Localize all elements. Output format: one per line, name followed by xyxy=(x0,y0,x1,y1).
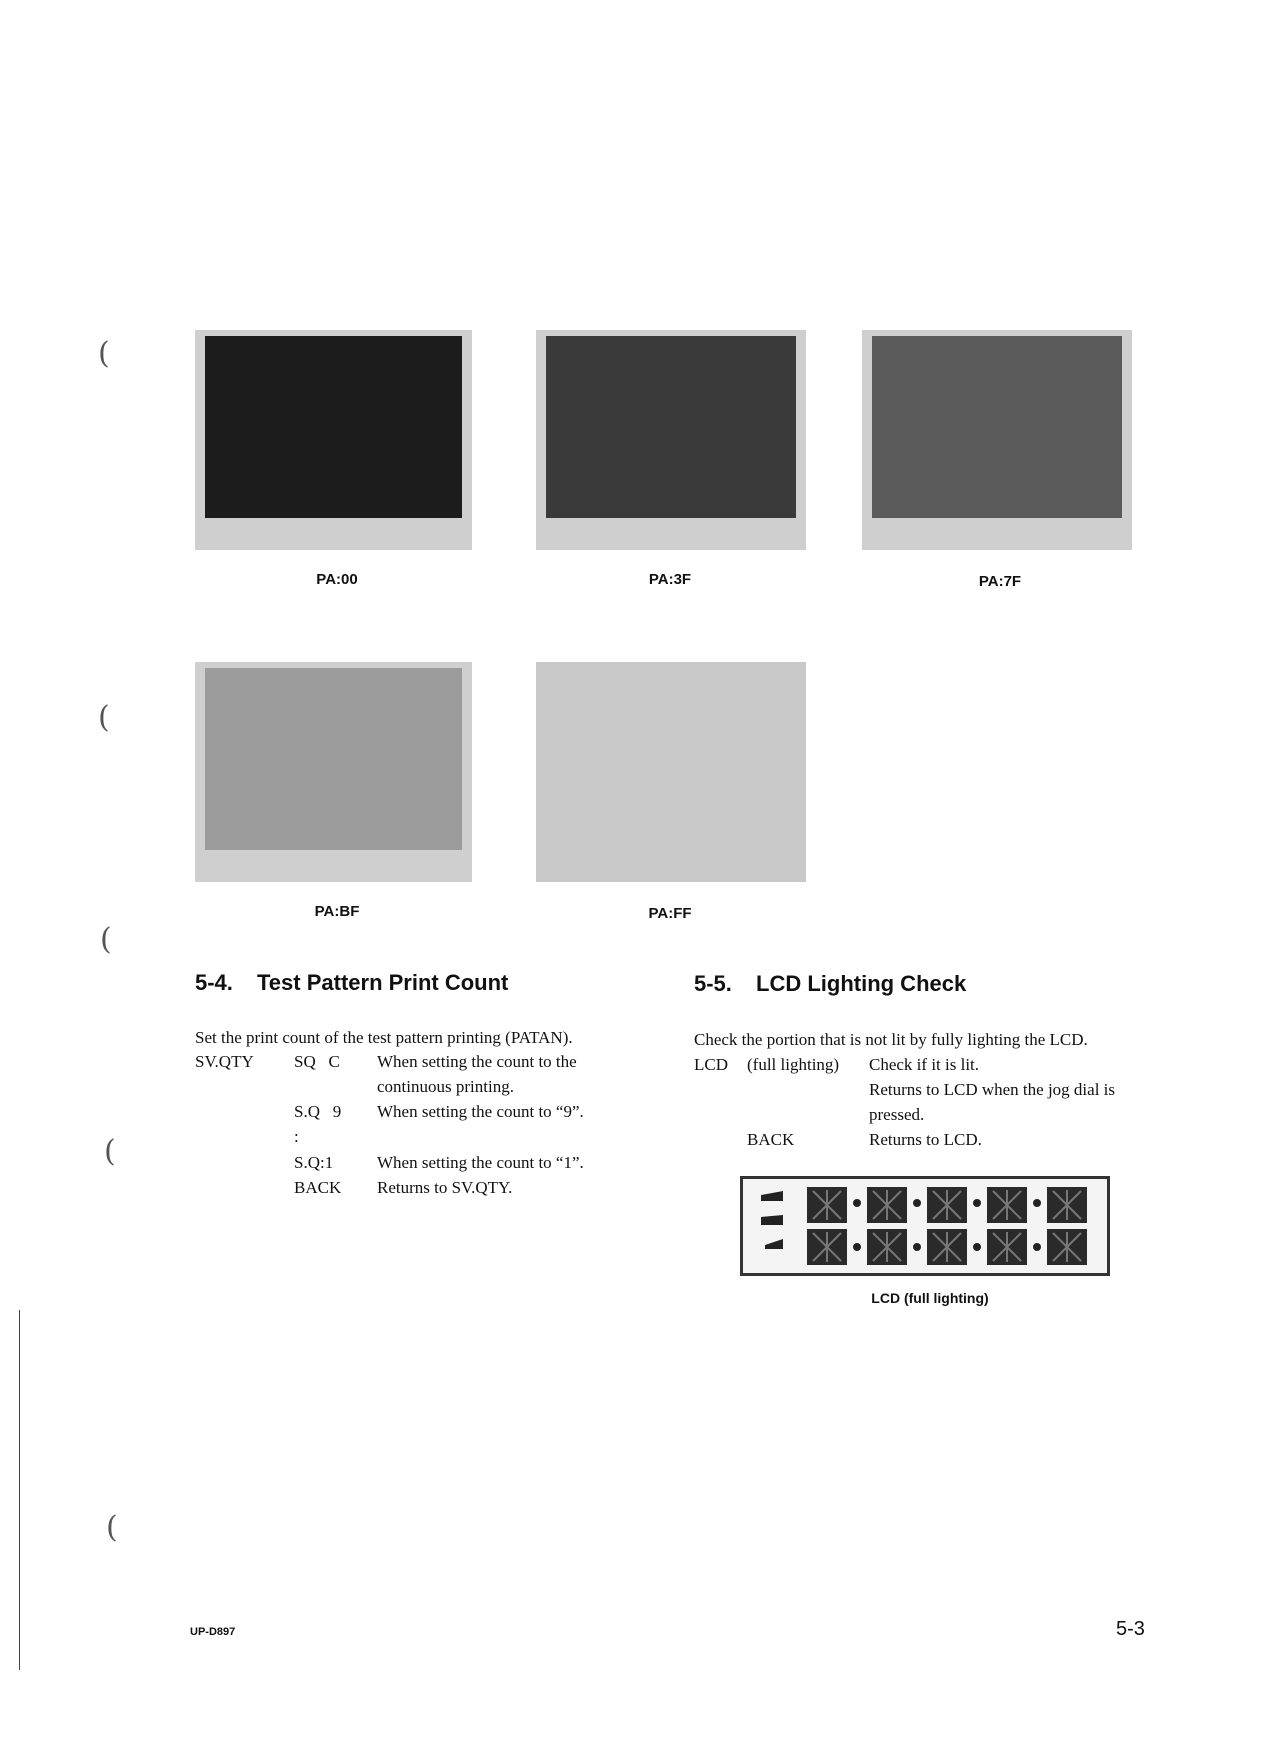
lcd-display xyxy=(740,1176,1110,1276)
menu-mode: (full lighting) xyxy=(747,1055,840,1074)
option-desc: Returns to LCD. xyxy=(869,1130,982,1149)
lcd-colon-dot xyxy=(973,1243,981,1251)
option-key: : xyxy=(294,1127,299,1146)
section-intro: Check the portion that is not lit by fully lighting the LCD. xyxy=(694,1030,1088,1049)
lcd-colon-dot xyxy=(1033,1199,1041,1207)
section-number: 5-5. xyxy=(694,971,732,996)
option-key: SQ C xyxy=(294,1052,340,1071)
binder-mark: ( xyxy=(106,1510,118,1545)
lcd-colon-dot xyxy=(913,1199,921,1207)
lcd-colon-dot xyxy=(853,1199,861,1207)
menu-name: LCD xyxy=(694,1055,728,1074)
binder-mark: ( xyxy=(100,922,112,957)
lcd-segments xyxy=(743,1179,1107,1273)
swatch-pabf xyxy=(195,662,472,882)
swatch-label: PA:FF xyxy=(648,905,692,922)
option-key: BACK xyxy=(294,1178,342,1197)
option-desc: When setting the count to “1”. xyxy=(377,1153,584,1172)
section-number: 5-4. xyxy=(195,970,233,995)
lcd-caption: LCD (full lighting) xyxy=(871,1290,989,1306)
lcd-colon-dot xyxy=(913,1243,921,1251)
binder-mark: ( xyxy=(104,1134,116,1169)
swatch-pa3f xyxy=(536,330,806,550)
swatch-label: PA:7F xyxy=(978,573,1022,590)
swatch-label: PA:BF xyxy=(314,903,360,920)
binder-mark: ( xyxy=(98,336,110,371)
swatch-label: PA:3F xyxy=(648,571,692,588)
footer-model: UP-D897 xyxy=(190,1626,236,1638)
section-title: Test Pattern Print Count xyxy=(257,970,509,995)
swatch-fill xyxy=(872,336,1122,518)
menu-name: SV.QTY xyxy=(195,1052,254,1071)
lcd-indicator-bars xyxy=(761,1191,783,1249)
swatch-fill xyxy=(546,336,796,518)
lcd-colon-dot xyxy=(853,1243,861,1251)
swatch-pa7f xyxy=(862,330,1132,550)
section-title: LCD Lighting Check xyxy=(756,971,967,996)
option-desc: continuous printing. xyxy=(377,1077,514,1096)
option-key: S.Q 9 xyxy=(294,1102,342,1121)
lcd-colon-dot xyxy=(973,1199,981,1207)
option-key: S.Q:1 xyxy=(294,1153,334,1172)
section-heading-5-5 xyxy=(694,971,966,997)
binder-line xyxy=(19,1310,20,1670)
option-desc: pressed. xyxy=(869,1105,925,1124)
swatch-pa00 xyxy=(195,330,472,550)
swatch-fill xyxy=(205,668,462,850)
option-desc: When setting the count to the xyxy=(377,1052,577,1071)
section-heading-5-4 xyxy=(195,970,508,996)
option-desc: Returns to LCD when the jog dial is xyxy=(869,1080,1116,1099)
option-key: BACK xyxy=(747,1130,795,1149)
swatch-fill xyxy=(536,662,806,882)
binder-mark: ( xyxy=(98,700,110,735)
page-number: 5-3 xyxy=(1116,1618,1145,1640)
option-desc: Returns to SV.QTY. xyxy=(377,1178,513,1197)
swatch-fill xyxy=(205,336,462,518)
swatch-paff xyxy=(536,662,806,882)
option-desc: Check if it is lit. xyxy=(869,1055,980,1074)
swatch-label: PA:00 xyxy=(316,571,358,588)
lcd-colon-dot xyxy=(1033,1243,1041,1251)
section-intro: Set the print count of the test pattern printing (PATAN). xyxy=(195,1028,573,1047)
option-desc: When setting the count to “9”. xyxy=(377,1102,584,1121)
